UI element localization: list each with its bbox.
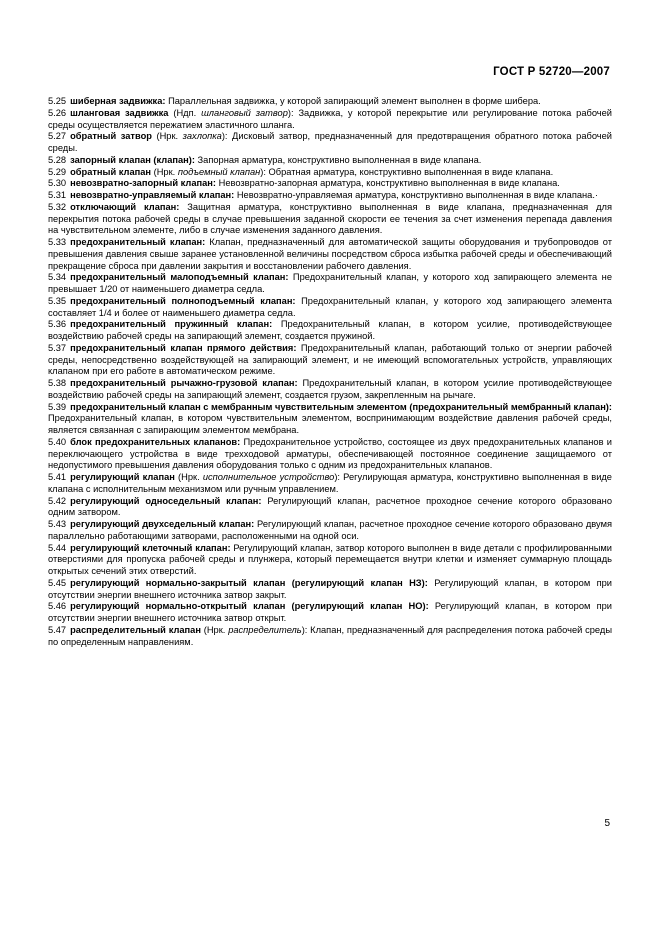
- entry-number: 5.25: [48, 96, 67, 106]
- entry-number: 5.44: [48, 542, 67, 553]
- entry-number: 5.30: [48, 178, 67, 189]
- entry-definition: Регулирующий клапан, расчетное проходное сечение которого образовано одним затвором.: [48, 495, 612, 518]
- entry-number: 5.32: [48, 201, 67, 212]
- definition-entry: [48, 96, 612, 108]
- entry-definition: Предохранительный клапан, у которого ход запирающего элемента составляет 1/4 и более от наименьшего диаметра седла.: [48, 295, 612, 318]
- definition-entry: [48, 108, 612, 132]
- entry-number: 5.39: [48, 401, 67, 412]
- entry-number: 5.28: [48, 154, 67, 165]
- entry-definition: Дисковый затвор, предназначенный для предотвращения обратного потока рабочей среды.: [48, 131, 612, 153]
- entry-term: предохранительный малоподъемный клапан:: [70, 272, 289, 283]
- entry-alt-suffix: ):: [260, 166, 266, 177]
- entry-term: предохранительный клапан с мембранным чувствительным элементом (предохранительный мембранный клапан):: [70, 401, 612, 412]
- entry-number: 5.37: [48, 342, 67, 353]
- entry-number: 5.27: [48, 131, 67, 142]
- entry-term: обратный клапан: [70, 166, 152, 177]
- entry-term: регулирующий двухседельный клапан:: [70, 519, 255, 529]
- entry-term: предохранительный полноподъемный клапан:: [70, 295, 296, 306]
- entry-definition: Регулирующий клапан, расчетное проходное сечение которого образовано двумя параллельно работающими затворами, расположенными на одной оси.: [48, 519, 612, 541]
- entry-term: шланговая задвижка: [70, 107, 169, 118]
- entry-alt-prefix: (Нрк.: [151, 131, 183, 142]
- definition-entry: [48, 296, 612, 320]
- entry-term: шиберная задвижка:: [70, 96, 166, 106]
- entry-definition: Предохранительное устройство, состоящее из двух предохранительных клапанов и переключающего устройства в виде трехходовой арматуры, обеспечивающей постоянное соединение защищаемого от недопустимого превышения давления оборудования только с одним из предохранительных клапанов.: [48, 436, 612, 471]
- entry-alt-suffix: ):: [221, 131, 228, 142]
- definitions-list: [48, 96, 612, 648]
- entry-term: блок предохранительных клапанов:: [70, 436, 241, 447]
- definition-entry: [48, 437, 612, 472]
- entry-alt-term: распределитель: [228, 624, 302, 635]
- definition-entry: [48, 601, 612, 625]
- entry-number: 5.36: [48, 319, 67, 330]
- entry-definition: Обратная арматура, конструктивно выполненная в виде клапана.: [265, 166, 554, 177]
- definition-entry: [48, 272, 612, 296]
- entry-number: 5.29: [48, 166, 67, 177]
- entry-term: невозвратно-управляемый клапан:: [70, 190, 235, 200]
- entry-alt-prefix: (Нрк.: [151, 166, 178, 177]
- entry-term: предохранительный клапан:: [70, 237, 206, 247]
- entry-term: запорный клапан (клапан):: [70, 154, 195, 165]
- standard-header: ГОСТ Р 52720—2007: [493, 66, 610, 78]
- definition-entry: [48, 625, 612, 649]
- entry-number: 5.45: [48, 577, 67, 588]
- entry-definition: Предохранительный клапан, в котором чувствительным элементом, воспринимающим воздействие давления рабочей среды, является связанная с запирающим элементом мембрана.: [48, 413, 612, 435]
- entry-number: 5.40: [48, 436, 67, 447]
- entry-number: 5.26: [48, 107, 67, 118]
- definition-entry: [48, 190, 612, 202]
- entry-term: предохранительный клапан прямого действия:: [70, 342, 297, 353]
- entry-definition: Регулирующий клапан, в котором при отсутствии энергии внешнего источника затвор закрыт.: [48, 577, 612, 600]
- entry-definition: Параллельная задвижка, у которой запирающий элемент выполнен в форме шибера.: [165, 96, 541, 106]
- page-number: 5: [604, 818, 610, 829]
- entry-definition: Клапан, предназначенный для автоматической защиты оборудования и трубопроводов от превышения давления свыше заранее установленной величины посредством сброса избытка рабочей среды и обеспечивающий прекращение сброса при давлении закрытия и восстановлении рабочего давления.: [48, 237, 612, 271]
- entry-alt-term: шланговый затвор: [201, 107, 288, 118]
- definition-entry: [48, 496, 612, 520]
- entry-term: регулирующий клапан: [70, 472, 175, 482]
- entry-definition: Невозвратно-управляемая арматура, конструктивно выполненная в виде клапана.·: [234, 190, 599, 200]
- definition-entry: [48, 343, 612, 378]
- entry-term: распределительный клапан: [70, 624, 201, 635]
- definition-entry: [48, 472, 612, 496]
- entry-alt-suffix: ):: [334, 472, 340, 482]
- entry-number: 5.42: [48, 495, 67, 506]
- entry-number: 5.43: [48, 519, 67, 529]
- entry-number: 5.38: [48, 378, 67, 388]
- entry-term: предохранительный рычажно-грузовой клапан:: [70, 378, 298, 388]
- entry-alt-prefix: (Нрк.: [174, 472, 203, 482]
- entry-alt-suffix: ):: [287, 107, 294, 118]
- definition-entry: [48, 402, 612, 437]
- definition-entry: [48, 167, 612, 179]
- entry-term: обратный затвор: [70, 131, 152, 142]
- entry-term: регулирующий односедельный клапан:: [70, 495, 262, 506]
- entry-number: 5.33: [48, 237, 67, 247]
- entry-number: 5.41: [48, 472, 67, 482]
- entry-term: невозвратно-запорный клапан:: [70, 178, 217, 189]
- entry-term: отключающий клапан:: [70, 201, 180, 212]
- definition-entry: [48, 519, 612, 543]
- definition-entry: [48, 543, 612, 578]
- definition-entry: [48, 378, 612, 402]
- entry-definition: Клапан, предназначенный для распределения потока рабочей среды по определенным направлениям.: [48, 624, 612, 647]
- entry-definition: Запорная арматура, конструктивно выполненная в виде клапана.: [194, 154, 482, 165]
- definition-entry: [48, 578, 612, 602]
- entry-definition: Защитная арматура, конструктивно выполненная в виде клапана, предназначенная для перекрытия потока рабочей среды в случае превышения заданной скорости ее течения за счет изменения перепада давления на чувствительном элементе, либо в случае изменения заданного давления.: [48, 201, 612, 236]
- entry-definition: Предохранительный клапан, в котором усилие противодействующее воздействию рабочей среды на запирающий элемент, создается грузом, закрепленным на рычаге.: [48, 378, 612, 400]
- entry-number: 5.31: [48, 190, 67, 200]
- entry-number: 5.34: [48, 272, 67, 283]
- entry-number: 5.47: [48, 624, 67, 635]
- entry-term: регулирующий клеточный клапан:: [70, 542, 231, 553]
- definition-entry: [48, 237, 612, 272]
- entry-term: предохранительный пружинный клапан:: [70, 319, 273, 330]
- entry-alt-prefix: (Ндп.: [168, 107, 202, 118]
- entry-number: 5.35: [48, 295, 67, 306]
- entry-definition: Невозвратно-запорная арматура, конструктивно выполненная в виде клапана.: [216, 178, 560, 189]
- entry-definition: Предохранительный клапан, у которого ход запирающего элемента не превышает 1/20 от наименьшего диаметра седла.: [48, 272, 612, 294]
- entry-alt-prefix: (Нрк.: [200, 624, 229, 635]
- entry-number: 5.46: [48, 601, 67, 612]
- entry-term: регулирующий нормально-закрытый клапан (регулирующий клапан НЗ):: [70, 577, 428, 588]
- entry-alt-term: подъемный клапан: [177, 166, 261, 177]
- definition-entry: [48, 178, 612, 190]
- entry-alt-term: захлопка: [182, 131, 222, 142]
- entry-term: регулирующий нормально-открытый клапан (регулирующий клапан НО):: [70, 601, 429, 612]
- definition-entry: [48, 202, 612, 237]
- entry-definition: Предохранительный клапан, работающий только от энергии рабочей среды, непосредственно воздействующей на запирающий элемент, и не имеющий вспомогательных устройств, управляющих клапаном при его работе в автоматическом режиме.: [48, 342, 612, 377]
- entry-definition: Регулирующий клапан, затвор которого выполнен в виде детали с профилированными отверстиями для пропуска рабочей среды и плунжера, который перемещается внутри клетки и изменяет суммарную площадь открытых сечений этих отверстий.: [48, 542, 612, 576]
- entry-definition: Регулирующая арматура, конструктивно выполненная в виде клапана с исполнительным механизмом или ручным управлением.: [48, 472, 612, 494]
- entry-alt-suffix: ):: [301, 624, 308, 635]
- entry-definition: Предохранительный клапан, в котором усилие, противодействующее воздействию рабочей среды на запирающий элемент, создается пружиной.: [48, 319, 613, 341]
- definition-entry: [48, 131, 612, 155]
- entry-definition: Регулирующий клапан, в котором при отсутствии энергии внешнего источника затвор открыт.: [48, 601, 612, 623]
- entry-alt-term: исполнительное устройство: [202, 472, 335, 482]
- definition-entry: [48, 155, 612, 167]
- definition-entry: [48, 319, 612, 343]
- entry-definition: Задвижка, у которой перекрытие или регулирование потока рабочей среды осуществляется пережатием эластичного шланга.: [48, 107, 612, 130]
